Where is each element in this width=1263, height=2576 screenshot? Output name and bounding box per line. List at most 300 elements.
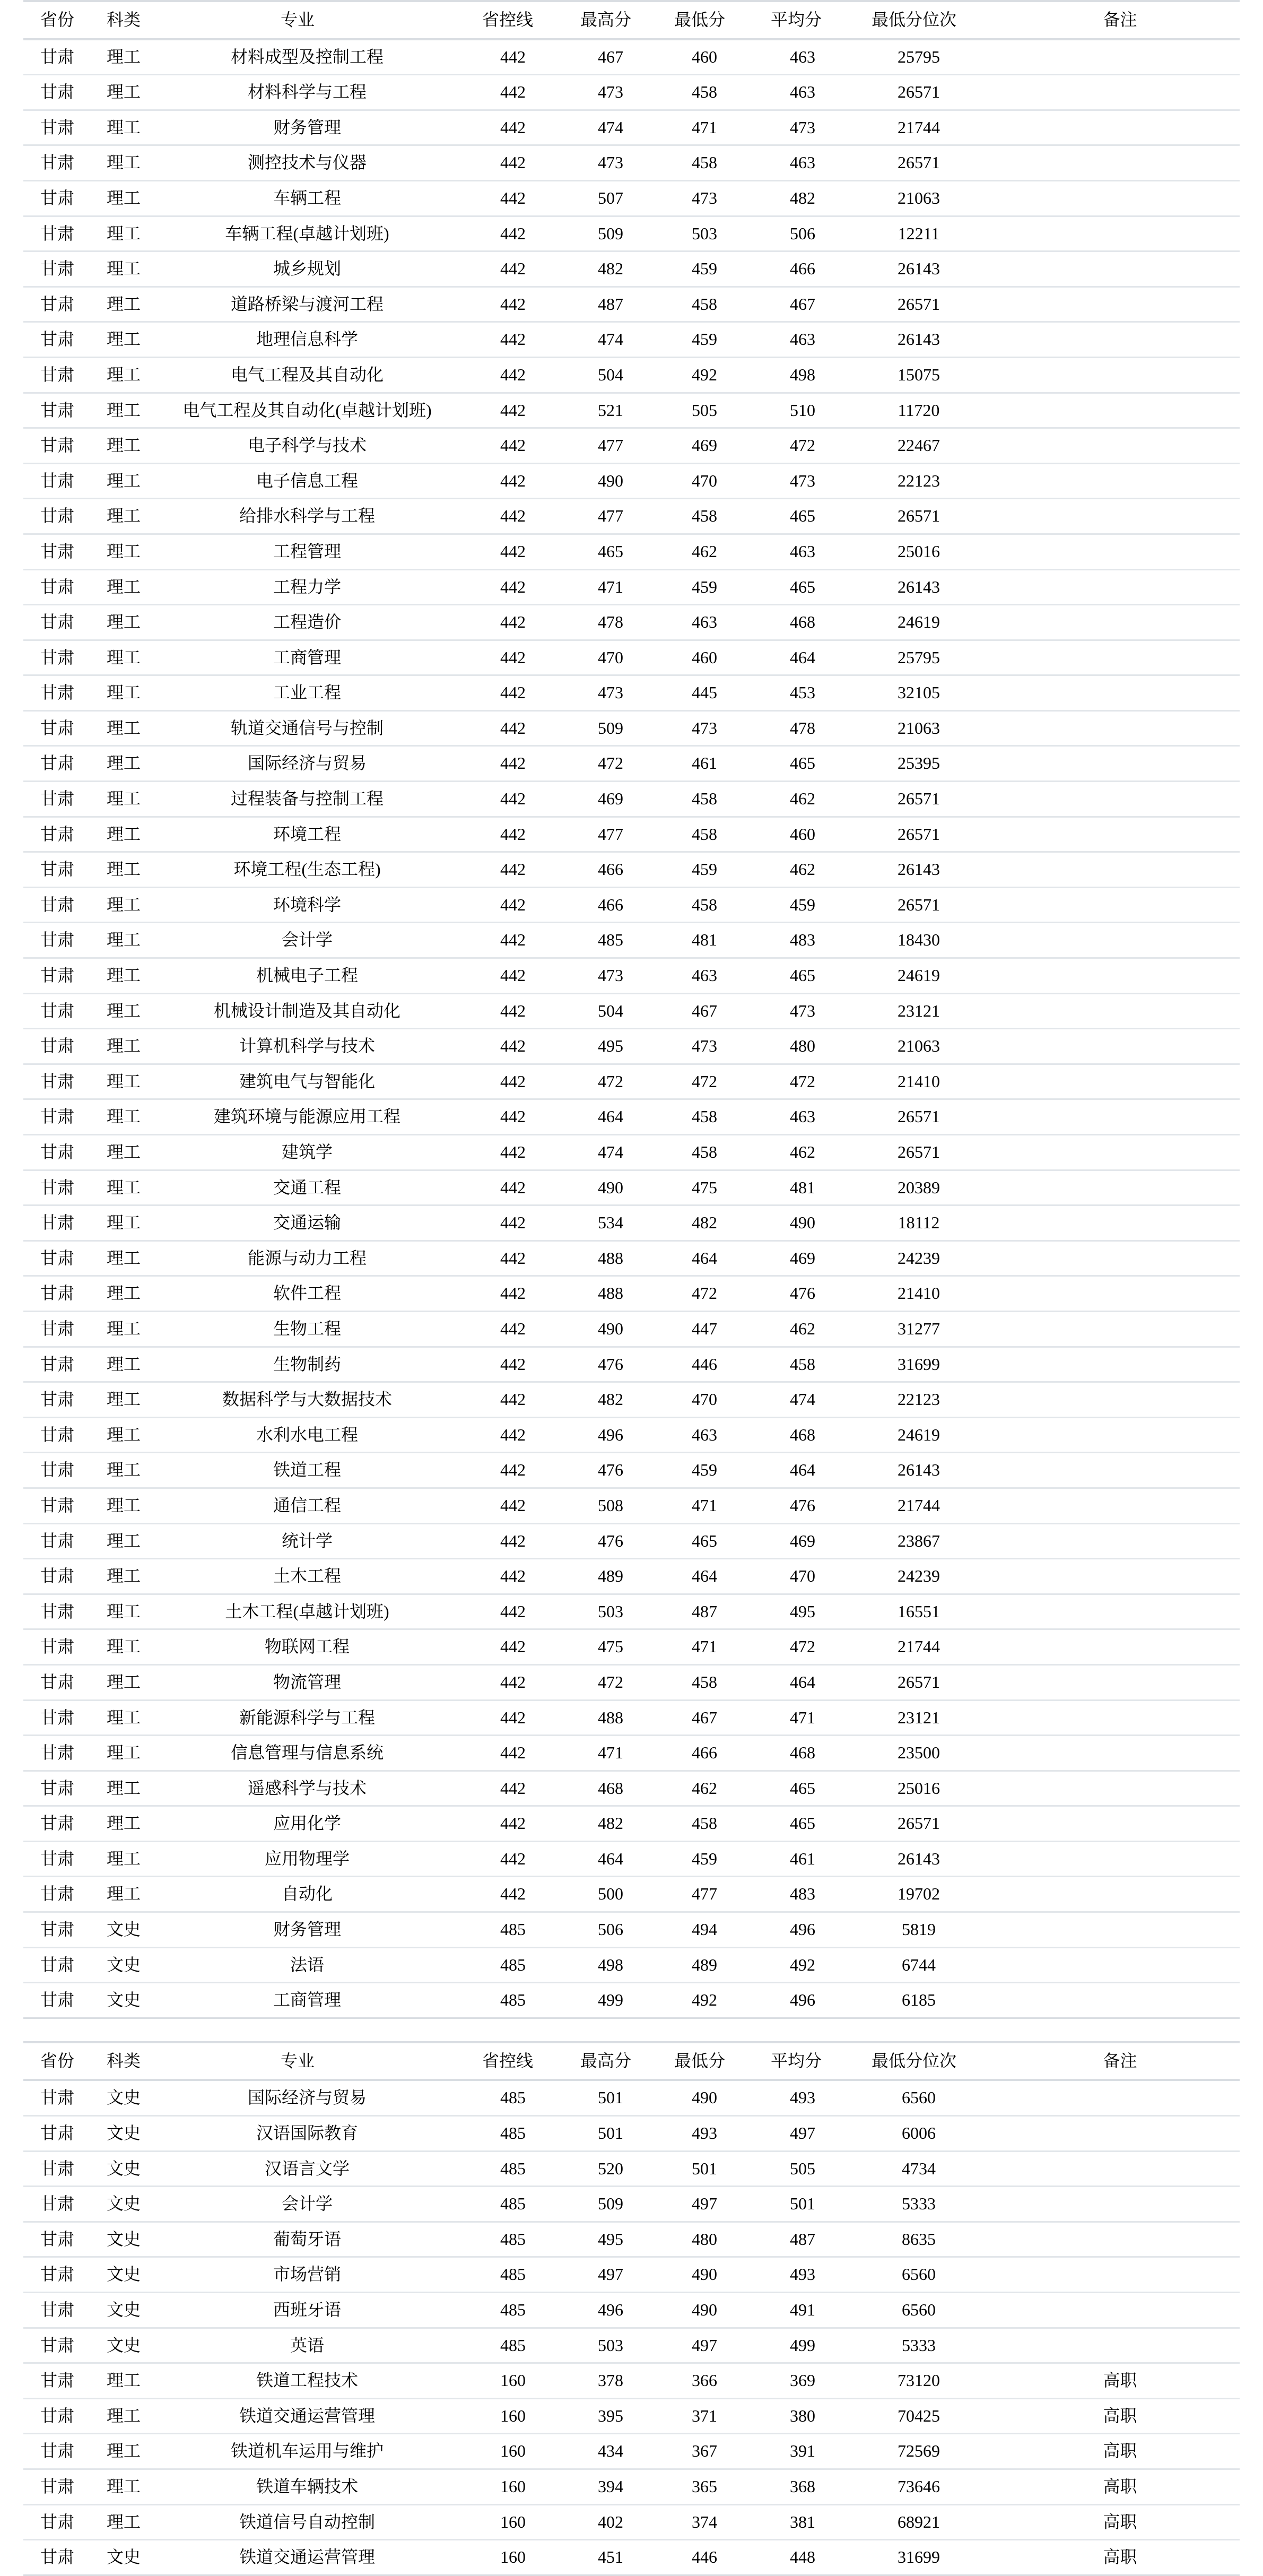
column-header-province: 省份 — [23, 2042, 81, 2080]
table-row — [23, 1205, 1240, 1241]
cell-category: 理工 — [81, 993, 149, 1029]
column-header-average-score: 平均分 — [744, 1, 838, 39]
cell-major: 土木工程(卓越计划班) — [149, 1594, 450, 1629]
cell-lowest-score: 480 — [649, 2222, 744, 2257]
cell-highest-score: 488 — [555, 1700, 649, 1736]
cell-highest-score: 472 — [555, 1664, 649, 1700]
cell-lowest-rank: 25795 — [838, 640, 980, 675]
table-row — [23, 782, 1240, 817]
cell-provincial-line: 442 — [450, 923, 555, 958]
cell-lowest-rank: 18112 — [838, 1205, 980, 1241]
cell-remark — [980, 958, 1240, 994]
table-row — [23, 710, 1240, 746]
table-row — [23, 287, 1240, 322]
cell-highest-score: 488 — [555, 1241, 649, 1276]
cell-remark — [980, 145, 1240, 181]
cell-average-score: 463 — [744, 322, 838, 358]
cell-lowest-rank: 8635 — [838, 2222, 980, 2257]
cell-remark — [980, 463, 1240, 499]
table-row — [23, 1099, 1240, 1135]
cell-provincial-line: 442 — [450, 1064, 555, 1099]
cell-lowest-score: 460 — [649, 640, 744, 675]
table-row — [23, 2540, 1240, 2575]
cell-province: 甘肃 — [23, 852, 81, 888]
cell-average-score: 501 — [744, 2187, 838, 2222]
table-row — [23, 216, 1240, 251]
cell-remark — [980, 1629, 1240, 1665]
cell-major: 工程造价 — [149, 605, 450, 640]
cell-major: 铁道工程技术 — [149, 2363, 450, 2399]
cell-lowest-rank: 26571 — [838, 499, 980, 534]
cell-average-score: 461 — [744, 1841, 838, 1877]
cell-category: 理工 — [81, 1523, 149, 1559]
cell-province: 甘肃 — [23, 1664, 81, 1700]
cell-provincial-line: 442 — [450, 1700, 555, 1736]
cell-provincial-line: 442 — [450, 1347, 555, 1382]
cell-provincial-line: 485 — [450, 1912, 555, 1948]
cell-remark — [980, 569, 1240, 605]
cell-provincial-line: 442 — [450, 463, 555, 499]
cell-province: 甘肃 — [23, 2116, 81, 2152]
cell-major: 土木工程 — [149, 1559, 450, 1594]
cell-average-score: 476 — [744, 1488, 838, 1523]
cell-category: 文史 — [81, 1947, 149, 1983]
cell-remark — [980, 1205, 1240, 1241]
cell-major: 能源与动力工程 — [149, 1241, 450, 1276]
cell-major: 应用化学 — [149, 1806, 450, 1842]
cell-category: 理工 — [81, 1347, 149, 1382]
cell-lowest-rank: 22467 — [838, 428, 980, 464]
cell-provincial-line: 442 — [450, 817, 555, 852]
cell-average-score: 496 — [744, 1912, 838, 1948]
cell-lowest-rank: 26571 — [838, 287, 980, 322]
cell-lowest-rank: 21063 — [838, 710, 980, 746]
cell-category: 理工 — [81, 852, 149, 888]
cell-category: 理工 — [81, 287, 149, 322]
cell-remark — [980, 746, 1240, 782]
cell-major: 物流管理 — [149, 1664, 450, 1700]
cell-lowest-rank: 5819 — [838, 1912, 980, 1948]
cell-major: 生物制药 — [149, 1347, 450, 1382]
cell-lowest-score: 497 — [649, 2328, 744, 2363]
cell-highest-score: 476 — [555, 1523, 649, 1559]
cell-remark: 高职 — [980, 2469, 1240, 2504]
cell-highest-score: 504 — [555, 993, 649, 1029]
cell-province: 甘肃 — [23, 2257, 81, 2293]
cell-province: 甘肃 — [23, 1594, 81, 1629]
cell-major: 工程力学 — [149, 569, 450, 605]
cell-average-score: 499 — [744, 2328, 838, 2363]
cell-major: 轨道交通信号与控制 — [149, 710, 450, 746]
cell-average-score: 369 — [744, 2363, 838, 2399]
cell-major: 法语 — [149, 1947, 450, 1983]
cell-remark — [980, 393, 1240, 428]
cell-category: 理工 — [81, 145, 149, 181]
cell-lowest-rank: 25016 — [838, 534, 980, 569]
cell-category: 理工 — [81, 1241, 149, 1276]
cell-provincial-line: 485 — [450, 2151, 555, 2187]
cell-remark — [980, 180, 1240, 216]
cell-province: 甘肃 — [23, 2504, 81, 2540]
cell-average-score: 453 — [744, 675, 838, 711]
table-row — [23, 499, 1240, 534]
cell-major: 会计学 — [149, 2187, 450, 2222]
cell-remark — [980, 1170, 1240, 1205]
cell-average-score: 463 — [744, 39, 838, 75]
table-row — [23, 393, 1240, 428]
table-row — [23, 1276, 1240, 1312]
table-header-2 — [23, 2042, 1240, 2080]
cell-lowest-rank: 68921 — [838, 2504, 980, 2540]
cell-highest-score: 500 — [555, 1877, 649, 1912]
cell-lowest-rank: 4734 — [838, 2151, 980, 2187]
column-header-provincial-line: 省控线 — [450, 2042, 555, 2080]
cell-major: 生物工程 — [149, 1311, 450, 1347]
cell-remark — [980, 1453, 1240, 1488]
cell-highest-score: 495 — [555, 1029, 649, 1064]
cell-lowest-score: 374 — [649, 2504, 744, 2540]
cell-lowest-rank: 26143 — [838, 322, 980, 358]
cell-average-score: 463 — [744, 75, 838, 110]
cell-category: 理工 — [81, 1771, 149, 1806]
cell-category: 理工 — [81, 2363, 149, 2399]
cell-lowest-score: 471 — [649, 1629, 744, 1665]
table-row — [23, 887, 1240, 923]
cell-provincial-line: 160 — [450, 2434, 555, 2469]
cell-lowest-score: 467 — [649, 1700, 744, 1736]
cell-major: 统计学 — [149, 1523, 450, 1559]
cell-provincial-line: 442 — [450, 180, 555, 216]
cell-category: 理工 — [81, 393, 149, 428]
table-header-1 — [23, 1, 1240, 39]
cell-highest-score: 472 — [555, 746, 649, 782]
cell-major: 信息管理与信息系统 — [149, 1736, 450, 1771]
cell-highest-score: 476 — [555, 1453, 649, 1488]
cell-major: 铁道交通运营管理 — [149, 2540, 450, 2575]
cell-average-score: 380 — [744, 2398, 838, 2434]
cell-category: 理工 — [81, 1559, 149, 1594]
table-row — [23, 110, 1240, 145]
cell-lowest-rank: 72569 — [838, 2434, 980, 2469]
cell-average-score: 465 — [744, 746, 838, 782]
cell-lowest-rank: 11720 — [838, 393, 980, 428]
cell-lowest-rank: 70425 — [838, 2398, 980, 2434]
cell-major: 电子信息工程 — [149, 463, 450, 499]
cell-lowest-score: 458 — [649, 287, 744, 322]
cell-lowest-rank: 73646 — [838, 2469, 980, 2504]
table-row — [23, 675, 1240, 711]
cell-provincial-line: 442 — [450, 1417, 555, 1453]
cell-major: 工商管理 — [149, 1983, 450, 2018]
cell-province: 甘肃 — [23, 1523, 81, 1559]
cell-remark — [980, 499, 1240, 534]
cell-lowest-score: 458 — [649, 817, 744, 852]
cell-lowest-rank: 6006 — [838, 2116, 980, 2152]
cell-major: 英语 — [149, 2328, 450, 2363]
cell-province: 甘肃 — [23, 569, 81, 605]
cell-provincial-line: 485 — [450, 2222, 555, 2257]
cell-major: 材料科学与工程 — [149, 75, 450, 110]
cell-category: 文史 — [81, 1912, 149, 1948]
cell-lowest-score: 472 — [649, 1276, 744, 1312]
cell-provincial-line: 442 — [450, 75, 555, 110]
cell-remark — [980, 640, 1240, 675]
cell-highest-score: 464 — [555, 1841, 649, 1877]
cell-lowest-score: 459 — [649, 322, 744, 358]
table-row — [23, 1629, 1240, 1665]
cell-lowest-score: 446 — [649, 2540, 744, 2575]
cell-lowest-score: 367 — [649, 2434, 744, 2469]
cell-province: 甘肃 — [23, 782, 81, 817]
cell-lowest-score: 494 — [649, 1912, 744, 1948]
cell-provincial-line: 442 — [450, 145, 555, 181]
cell-provincial-line: 160 — [450, 2469, 555, 2504]
column-header-provincial-line: 省控线 — [450, 1, 555, 39]
cell-category: 文史 — [81, 2328, 149, 2363]
cell-average-score: 448 — [744, 2540, 838, 2575]
cell-highest-score: 472 — [555, 1064, 649, 1099]
table-row — [23, 1523, 1240, 1559]
cell-provincial-line: 442 — [450, 1311, 555, 1347]
table-row — [23, 2293, 1240, 2328]
cell-provincial-line: 160 — [450, 2504, 555, 2540]
cell-provincial-line: 442 — [450, 393, 555, 428]
table-row — [23, 251, 1240, 287]
cell-province: 甘肃 — [23, 1806, 81, 1842]
cell-provincial-line: 442 — [450, 1806, 555, 1842]
cell-average-score: 506 — [744, 216, 838, 251]
cell-remark — [980, 357, 1240, 393]
cell-category: 理工 — [81, 39, 149, 75]
cell-remark — [980, 923, 1240, 958]
cell-category: 理工 — [81, 1311, 149, 1347]
admission-score-table-part-1 — [23, 0, 1240, 2019]
cell-lowest-rank: 5333 — [838, 2328, 980, 2363]
cell-average-score: 497 — [744, 2116, 838, 2152]
cell-lowest-rank: 26571 — [838, 1664, 980, 1700]
cell-category: 理工 — [81, 1877, 149, 1912]
cell-average-score: 466 — [744, 251, 838, 287]
cell-provincial-line: 485 — [450, 1947, 555, 1983]
cell-major: 城乡规划 — [149, 251, 450, 287]
cell-province: 甘肃 — [23, 958, 81, 994]
cell-province: 甘肃 — [23, 499, 81, 534]
cell-province: 甘肃 — [23, 2080, 81, 2115]
cell-category: 理工 — [81, 75, 149, 110]
cell-lowest-score: 463 — [649, 1417, 744, 1453]
table-row — [23, 1912, 1240, 1948]
table-row — [23, 1700, 1240, 1736]
cell-category: 理工 — [81, 640, 149, 675]
cell-lowest-score: 459 — [649, 251, 744, 287]
cell-average-score: 462 — [744, 1135, 838, 1170]
cell-average-score: 474 — [744, 1382, 838, 1418]
cell-remark — [980, 1311, 1240, 1347]
cell-major: 过程装备与控制工程 — [149, 782, 450, 817]
cell-lowest-score: 459 — [649, 569, 744, 605]
cell-province: 甘肃 — [23, 1241, 81, 1276]
cell-province: 甘肃 — [23, 710, 81, 746]
cell-major: 计算机科学与技术 — [149, 1029, 450, 1064]
cell-provincial-line: 442 — [450, 110, 555, 145]
cell-highest-score: 451 — [555, 2540, 649, 2575]
cell-category: 理工 — [81, 817, 149, 852]
cell-province: 甘肃 — [23, 1276, 81, 1312]
cell-lowest-score: 471 — [649, 1488, 744, 1523]
cell-category: 理工 — [81, 2434, 149, 2469]
cell-category: 理工 — [81, 1382, 149, 1418]
cell-province: 甘肃 — [23, 39, 81, 75]
cell-average-score: 491 — [744, 2293, 838, 2328]
cell-provincial-line: 485 — [450, 2293, 555, 2328]
header-row — [23, 1, 1240, 39]
cell-provincial-line: 442 — [450, 1099, 555, 1135]
cell-province: 甘肃 — [23, 428, 81, 464]
cell-average-score: 463 — [744, 534, 838, 569]
table-row — [23, 1382, 1240, 1418]
cell-average-score: 476 — [744, 1276, 838, 1312]
table-row — [23, 1347, 1240, 1382]
table-row — [23, 1559, 1240, 1594]
cell-average-score: 381 — [744, 2504, 838, 2540]
cell-remark: 高职 — [980, 2363, 1240, 2399]
cell-provincial-line: 485 — [450, 2257, 555, 2293]
cell-lowest-score: 459 — [649, 1841, 744, 1877]
cell-category: 理工 — [81, 923, 149, 958]
cell-provincial-line: 442 — [450, 746, 555, 782]
cell-highest-score: 434 — [555, 2434, 649, 2469]
cell-highest-score: 394 — [555, 2469, 649, 2504]
cell-provincial-line: 442 — [450, 428, 555, 464]
cell-average-score: 473 — [744, 110, 838, 145]
cell-average-score: 465 — [744, 958, 838, 994]
cell-major: 测控技术与仪器 — [149, 145, 450, 181]
cell-major: 汉语国际教育 — [149, 2116, 450, 2152]
cell-category: 文史 — [81, 2222, 149, 2257]
cell-province: 甘肃 — [23, 1382, 81, 1418]
cell-province: 甘肃 — [23, 1170, 81, 1205]
cell-remark — [980, 782, 1240, 817]
table-row — [23, 605, 1240, 640]
cell-average-score: 462 — [744, 852, 838, 888]
cell-category: 理工 — [81, 463, 149, 499]
cell-lowest-score: 462 — [649, 534, 744, 569]
cell-province: 甘肃 — [23, 75, 81, 110]
cell-average-score: 493 — [744, 2257, 838, 2293]
cell-lowest-rank: 26143 — [838, 569, 980, 605]
cell-average-score: 472 — [744, 1629, 838, 1665]
cell-remark — [980, 1806, 1240, 1842]
cell-lowest-score: 458 — [649, 75, 744, 110]
cell-highest-score: 490 — [555, 1311, 649, 1347]
cell-lowest-score: 490 — [649, 2257, 744, 2293]
cell-highest-score: 498 — [555, 1947, 649, 1983]
cell-lowest-rank: 22123 — [838, 463, 980, 499]
cell-remark — [980, 1135, 1240, 1170]
cell-province: 甘肃 — [23, 1453, 81, 1488]
cell-province: 甘肃 — [23, 2540, 81, 2575]
header-row — [23, 2042, 1240, 2080]
cell-average-score: 391 — [744, 2434, 838, 2469]
cell-lowest-score: 458 — [649, 1135, 744, 1170]
cell-provincial-line: 442 — [450, 1877, 555, 1912]
cell-lowest-rank: 26571 — [838, 75, 980, 110]
table-row — [23, 640, 1240, 675]
cell-category: 理工 — [81, 322, 149, 358]
cell-remark — [980, 1594, 1240, 1629]
cell-provincial-line: 442 — [450, 499, 555, 534]
cell-lowest-score: 497 — [649, 2187, 744, 2222]
cell-lowest-score: 481 — [649, 923, 744, 958]
cell-highest-score: 467 — [555, 39, 649, 75]
cell-remark — [980, 2328, 1240, 2363]
cell-major: 电子科学与技术 — [149, 428, 450, 464]
cell-province: 甘肃 — [23, 463, 81, 499]
cell-lowest-rank: 26571 — [838, 1099, 980, 1135]
cell-lowest-rank: 21744 — [838, 110, 980, 145]
cell-lowest-score: 371 — [649, 2398, 744, 2434]
cell-category: 理工 — [81, 1736, 149, 1771]
cell-lowest-rank: 15075 — [838, 357, 980, 393]
cell-province: 甘肃 — [23, 1029, 81, 1064]
cell-major: 机械设计制造及其自动化 — [149, 993, 450, 1029]
cell-provincial-line: 442 — [450, 1170, 555, 1205]
cell-lowest-score: 466 — [649, 1736, 744, 1771]
table-row — [23, 1453, 1240, 1488]
cell-lowest-rank: 23867 — [838, 1523, 980, 1559]
table-row — [23, 2434, 1240, 2469]
cell-remark — [980, 1382, 1240, 1418]
cell-lowest-score: 459 — [649, 852, 744, 888]
cell-lowest-rank: 21063 — [838, 1029, 980, 1064]
cell-lowest-score: 469 — [649, 428, 744, 464]
cell-highest-score: 488 — [555, 1276, 649, 1312]
cell-major: 环境科学 — [149, 887, 450, 923]
cell-major: 国际经济与贸易 — [149, 2080, 450, 2115]
cell-category: 理工 — [81, 569, 149, 605]
cell-lowest-score: 446 — [649, 1347, 744, 1382]
cell-average-score: 505 — [744, 2151, 838, 2187]
cell-provincial-line: 442 — [450, 1771, 555, 1806]
cell-average-score: 481 — [744, 1170, 838, 1205]
cell-category: 理工 — [81, 746, 149, 782]
cell-highest-score: 482 — [555, 251, 649, 287]
cell-major: 应用物理学 — [149, 1841, 450, 1877]
cell-major: 通信工程 — [149, 1488, 450, 1523]
cell-major: 财务管理 — [149, 110, 450, 145]
table-row — [23, 1135, 1240, 1170]
cell-provincial-line: 485 — [450, 2328, 555, 2363]
cell-lowest-rank: 24619 — [838, 1417, 980, 1453]
column-header-lowest-score: 最低分 — [649, 2042, 744, 2080]
cell-lowest-score: 470 — [649, 463, 744, 499]
cell-category: 理工 — [81, 1841, 149, 1877]
cell-province: 甘肃 — [23, 216, 81, 251]
cell-category: 理工 — [81, 1664, 149, 1700]
table-row — [23, 2151, 1240, 2187]
cell-highest-score: 496 — [555, 1417, 649, 1453]
cell-lowest-rank: 31277 — [838, 1311, 980, 1347]
cell-lowest-score: 464 — [649, 1241, 744, 1276]
cell-highest-score: 471 — [555, 569, 649, 605]
cell-average-score: 495 — [744, 1594, 838, 1629]
table-row — [23, 1594, 1240, 1629]
cell-average-score: 462 — [744, 1311, 838, 1347]
cell-major: 交通工程 — [149, 1170, 450, 1205]
table-row — [23, 463, 1240, 499]
cell-provincial-line: 442 — [450, 710, 555, 746]
cell-lowest-score: 467 — [649, 993, 744, 1029]
